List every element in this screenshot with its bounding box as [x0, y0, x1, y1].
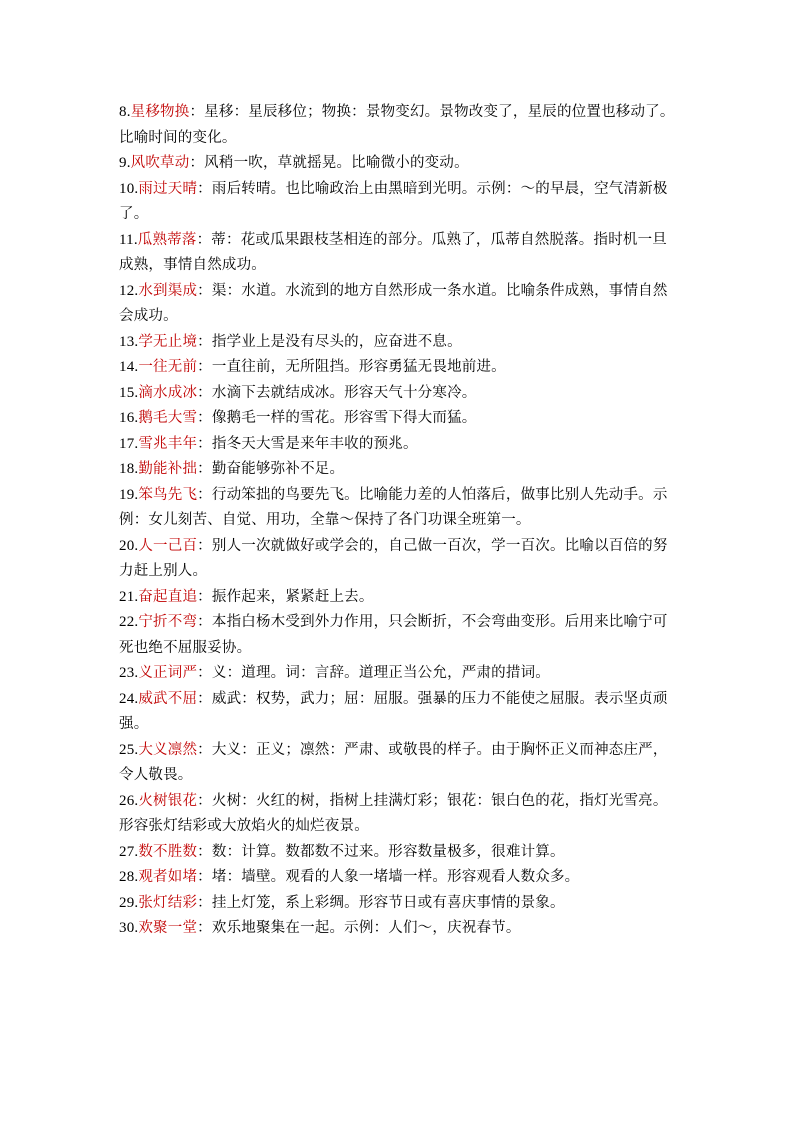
idiom-entry — [119, 610, 675, 661]
idiom-term: 滴水成冰 — [138, 384, 198, 401]
idiom-term: 鹅毛大雪 — [138, 410, 198, 426]
idiom-definition: ：威武：权势，武力；屈：屈服。强暴的压力不能使之屈服。表示坚贞顽强。 — [119, 690, 668, 732]
idiom-entry — [119, 687, 675, 738]
idiom-definition: ：像鹅毛一样的雪花。形容雪下得大而猛。 — [197, 410, 477, 426]
idiom-definition: ：挂上灯笼，系上彩绸。形容节日或有喜庆事情的景象。 — [197, 894, 565, 911]
entry-number: 8. — [119, 104, 131, 120]
idiom-entry — [119, 228, 675, 279]
entry-number: 22. — [119, 614, 139, 630]
idiom-entry — [119, 865, 675, 891]
idiom-definition: ：水滴下去就结成冰。形容天气十分寒冷。 — [197, 384, 477, 401]
idiom-entry — [119, 840, 675, 866]
idiom-entry — [119, 177, 675, 228]
idiom-definition: ：一直往前，无所阻挡。形容勇猛无畏地前进。 — [197, 359, 506, 375]
idiom-definition: ：风稍一吹，草就摇晃。比喻微小的变动。 — [189, 155, 469, 171]
idiom-entry — [119, 534, 675, 585]
idiom-term: 雪兆丰年 — [138, 435, 198, 452]
idiom-definition: ：勤奋能够弥补不足。 — [197, 461, 345, 477]
idiom-definition: ：本指白杨木受到外力作用，只会断折，不会弯曲变形。后用来比喻宁可死也绝不屈服妥协。 — [119, 614, 668, 656]
entry-number: 23. — [119, 665, 139, 681]
idiom-term: 学无止境 — [138, 333, 198, 350]
entry-number: 11. — [119, 231, 138, 248]
entry-number: 19. — [119, 486, 139, 503]
entry-number: 10. — [119, 180, 139, 197]
idiom-definition: ：指学业上是没有尽头的，应奋进不息。 — [197, 333, 462, 350]
entry-number: 24. — [119, 690, 139, 707]
idiom-definition: ：火树：火红的树，指树上挂满灯彩；银花：银白色的花，指灯光雪亮。形容张灯结彩或大放焰火的灿烂夜景。 — [119, 792, 668, 834]
idiom-definition: ：欢乐地聚集在一起。示例：人们～，庆祝春节。 — [197, 920, 521, 936]
entry-number: 30. — [119, 920, 139, 936]
entry-number: 16. — [119, 410, 139, 426]
idiom-term: 人一己百 — [138, 537, 198, 554]
idiom-term: 奋起直追 — [138, 588, 198, 605]
idiom-entry — [119, 432, 675, 458]
entry-number: 9. — [119, 155, 131, 171]
idiom-term: 雨过天晴 — [138, 180, 198, 197]
idiom-entry — [119, 738, 675, 789]
idiom-definition: ：蒂：花或瓜果跟枝茎相连的部分。瓜熟了，瓜蒂自然脱落。指时机一旦成熟，事情自然成功。 — [119, 231, 668, 273]
idiom-entry — [119, 406, 675, 432]
idiom-definition: ：指冬天大雪是来年丰收的预兆。 — [197, 435, 418, 452]
idiom-definition: ：星移：星辰移位；物换：景物变幻。景物改变了，星辰的位置也移动了。比喻时间的变化。 — [119, 104, 675, 146]
idiom-entry — [119, 151, 675, 177]
idiom-term: 数不胜数 — [138, 843, 198, 860]
idiom-term: 火树银花 — [138, 792, 198, 809]
idiom-definition: ：义：道理。词：言辞。道理正当公允，严肃的措词。 — [197, 665, 550, 681]
idiom-definition: ：振作起来，紧紧赶上去。 — [197, 588, 374, 605]
idiom-term: 星移物换 — [130, 104, 190, 120]
idiom-entry — [119, 661, 675, 687]
idiom-term: 水到渠成 — [138, 282, 198, 299]
idiom-term: 勤能补拙 — [138, 461, 198, 477]
idiom-term: 义正词严 — [138, 665, 198, 681]
entry-number: 29. — [119, 894, 139, 911]
entry-number: 15. — [119, 384, 139, 401]
idiom-term: 观者如堵 — [138, 869, 198, 885]
idiom-definition: ：行动笨拙的鸟要先飞。比喻能力差的人怕落后，做事比别人先动手。示例：女儿刻苦、自觉、用功，全靠～保持了各门功课全班第一。 — [119, 486, 668, 528]
idiom-definition: ：数：计算。数都数不过来。形容数量极多，很难计算。 — [197, 843, 565, 860]
idiom-term: 大义凛然 — [138, 741, 198, 758]
idiom-entry — [119, 585, 675, 611]
idiom-term: 张灯结彩 — [138, 894, 198, 911]
idiom-definition: ：大义：正义；凛然：严肃、或敬畏的样子。由于胸怀正义而神态庄严，令人敬畏。 — [119, 741, 668, 783]
entry-number: 25. — [119, 741, 139, 758]
idiom-entry — [119, 381, 675, 407]
idiom-term: 欢聚一堂 — [138, 920, 198, 936]
idiom-term: 一往无前 — [138, 359, 198, 375]
idiom-definition: ：渠：水道。水流到的地方自然形成一条水道。比喻条件成熟，事情自然会成功。 — [119, 282, 668, 324]
entry-number: 12. — [119, 282, 139, 299]
idiom-term: 瓜熟蒂落 — [137, 231, 197, 248]
entry-number: 20. — [119, 537, 139, 554]
idiom-entry — [119, 457, 675, 483]
idiom-definition: ：别人一次就做好或学会的，自己做一百次，学一百次。比喻以百倍的努力赶上别人。 — [119, 537, 668, 579]
idiom-entry — [119, 355, 675, 381]
entry-number: 21. — [119, 588, 139, 605]
entry-number: 14. — [119, 359, 139, 375]
idiom-definition: ：堵：墙壁。观看的人象一堵墙一样。形容观看人数众多。 — [197, 869, 580, 885]
entry-number: 28. — [119, 869, 139, 885]
idiom-entry — [119, 100, 675, 151]
idiom-entry — [119, 891, 675, 917]
idiom-term: 宁折不弯 — [138, 614, 198, 630]
idiom-entry — [119, 483, 675, 534]
entry-number: 27. — [119, 843, 139, 860]
idiom-term: 风吹草动 — [130, 155, 190, 171]
idiom-definition: ：雨后转晴。也比喻政治上由黑暗到光明。示例：～的早晨，空气清新极了。 — [119, 180, 668, 222]
idiom-entry — [119, 330, 675, 356]
entry-number: 13. — [119, 333, 139, 350]
idiom-entry — [119, 789, 675, 840]
idiom-term: 威武不屈 — [138, 690, 198, 707]
entry-number: 18. — [119, 461, 139, 477]
idiom-entry — [119, 916, 675, 942]
entry-number: 17. — [119, 435, 139, 452]
entry-number: 26. — [119, 792, 139, 809]
idiom-entry — [119, 279, 675, 330]
idiom-list — [119, 100, 675, 942]
idiom-term: 笨鸟先飞 — [138, 486, 198, 503]
